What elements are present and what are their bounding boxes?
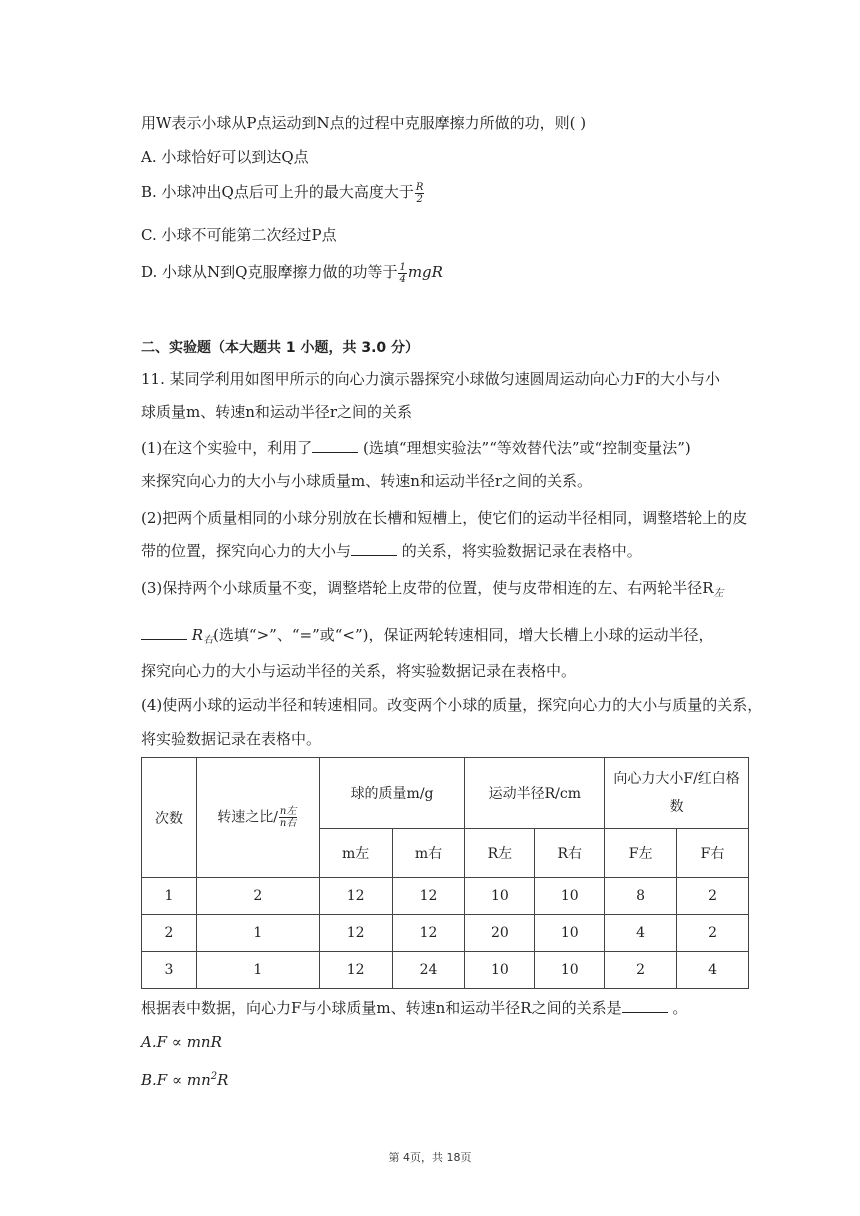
table-cell: 3	[142, 952, 197, 989]
table-cell: 8	[605, 878, 677, 915]
subheader-cell: m右	[392, 829, 465, 878]
ratio-numerator: n左	[279, 806, 297, 817]
q11-part4-question-text: 根据表中数据，向心力F与小球质量m、转速n和运动半径R之间的关系是	[141, 999, 622, 1017]
table-row	[142, 952, 749, 989]
header-mass: 球的质量m/g	[319, 758, 465, 829]
q11-part1-line2: 来探究向心力的大小与小球质量m、转速n和运动半径r之间的关系。	[141, 472, 593, 490]
experiment-data-table	[141, 757, 749, 989]
q11-choice-b	[141, 1066, 228, 1091]
table-cell: 12	[392, 878, 465, 915]
table-cell: 12	[319, 952, 392, 989]
q10-stem: 用W表示小球从P点运动到N点的过程中克服摩擦力所做的功，则( )	[141, 114, 587, 132]
q11-part2-text-b: 的关系，将实验数据记录在表格中。	[397, 542, 642, 560]
ratio-fraction	[279, 806, 297, 829]
table-cell: 2	[196, 878, 319, 915]
header-radius: 运动半径R/cm	[465, 758, 605, 829]
table-cell: 2	[677, 878, 749, 915]
table-cell: 1	[142, 878, 197, 915]
radius-symbol: R	[191, 626, 204, 644]
answer-blank-3[interactable]	[141, 625, 187, 640]
table-cell: 24	[392, 952, 465, 989]
q11-part4-line2: 将实验数据记录在表格中。	[141, 730, 322, 748]
q10-option-b-text: B. 小球冲出Q点后可上升的最大高度大于	[141, 183, 414, 201]
table-cell: 12	[319, 878, 392, 915]
table-cell: 10	[465, 878, 535, 915]
fraction-numerator: 1	[399, 261, 406, 273]
q11-part1-text-b: (选填“理想实验法”“等效替代法”或“控制变量法”)	[358, 439, 691, 457]
q11-part1-line1	[141, 437, 691, 459]
fraction-denominator: 2	[416, 193, 423, 205]
q11-part4-question-end: 。	[667, 999, 688, 1017]
table-row	[142, 878, 749, 915]
answer-blank-2[interactable]	[351, 541, 397, 556]
table-cell: 4	[677, 952, 749, 989]
header-speed-ratio-text: 转速之比/	[217, 809, 278, 826]
table-cell: 10	[535, 915, 605, 952]
q11-part4-question	[141, 997, 687, 1019]
q11-part3-text: (3)保持两个小球质量不变，调整塔轮上皮带的位置，使与皮带相连的左、右两轮半径R	[141, 579, 714, 597]
q11-part2-line2	[141, 540, 642, 562]
q11-part2-line1: (2)把两个质量相同的小球分别放在长槽和短槽上，使它们的运动半径相同，调整塔轮上的皮	[141, 509, 748, 527]
table-cell: 1	[196, 952, 319, 989]
table-cell: 2	[142, 915, 197, 952]
page-footer: 第 4页，共 18页	[388, 1151, 472, 1164]
subheader-cell: m左	[319, 829, 392, 878]
table-cell: 20	[465, 915, 535, 952]
superscript-2: 2	[210, 1071, 218, 1082]
ratio-denominator: n右	[279, 818, 297, 829]
q10-option-c: C. 小球不可能第二次经过P点	[141, 226, 337, 244]
q11-part3-text-b: (选填“>”、“=”或“<”)，保证两轮转速相同，增大长槽上小球的运动半径，	[213, 626, 714, 644]
subheader-cell: F左	[605, 829, 677, 878]
answer-blank-4[interactable]	[622, 998, 668, 1013]
subheader-cell: R右	[535, 829, 605, 878]
q11-choice-a: A.F ∝ mnR	[141, 1033, 222, 1051]
q10-option-b	[141, 181, 425, 205]
table-cell: 12	[392, 915, 465, 952]
table-cell: 2	[677, 915, 749, 952]
table-cell: 4	[605, 915, 677, 952]
subheader-cell: R左	[465, 829, 535, 878]
q10-option-d-text: D. 小球从N到Q克服摩擦力做的功等于	[141, 263, 398, 281]
table-cell: 10	[535, 878, 605, 915]
header-count: 次数	[142, 758, 197, 878]
header-speed-ratio	[196, 758, 319, 878]
table-cell: 12	[319, 915, 392, 952]
table-cell: 10	[535, 952, 605, 989]
q11-part4-line1: (4)使两小球的运动半径和转速相同。改变两个小球的质量，探究向心力的大小与质量的关系，	[141, 696, 763, 714]
q11-choice-b-pre: B.F ∝ mn	[141, 1071, 211, 1089]
table-cell: 10	[465, 952, 535, 989]
q10-option-a: A. 小球恰好可以到达Q点	[141, 148, 309, 166]
table-cell: 2	[605, 952, 677, 989]
table-header-row	[142, 758, 749, 829]
subscript-right: 右	[203, 635, 214, 646]
q10-option-d	[141, 261, 443, 285]
header-force-line1: 向心力大小F/红白格	[613, 771, 740, 787]
table-cell: 1	[196, 915, 319, 952]
q10-option-d-tail: mgR	[407, 263, 443, 281]
q11-part2-text-a: 带的位置，探究向心力的大小与	[141, 542, 352, 560]
q11-stem-line1: 11. 某同学利用如图甲所示的向心力演示器探究小球做匀速圆周运动向心力F的大小与小	[141, 370, 721, 388]
q11-part3-line3: 探究向心力的大小与运动半径的关系，将实验数据记录在表格中。	[141, 662, 577, 680]
table-row	[142, 915, 749, 952]
answer-blank-1[interactable]	[312, 438, 358, 453]
q11-part3-line1	[141, 577, 724, 602]
q11-stem-line2: 球质量m、转速n和运动半径r之间的关系	[141, 403, 413, 421]
q11-choice-b-post: R	[217, 1071, 229, 1089]
section-heading: 二、实验题（本大题共 1 小题，共 3.0 分）	[141, 340, 420, 356]
header-force	[605, 758, 749, 829]
q11-part3-line2	[141, 624, 714, 649]
fraction-r-over-2	[415, 182, 425, 205]
q11-part1-text-a: (1)在这个实验中，利用了	[141, 439, 313, 457]
subscript-left: 左	[713, 588, 724, 599]
header-force-line2: 数	[669, 799, 684, 815]
fraction-numerator: R	[415, 181, 424, 193]
subheader-cell: F右	[677, 829, 749, 878]
fraction-1-over-4	[398, 262, 406, 285]
fraction-denominator: 4	[399, 273, 406, 285]
